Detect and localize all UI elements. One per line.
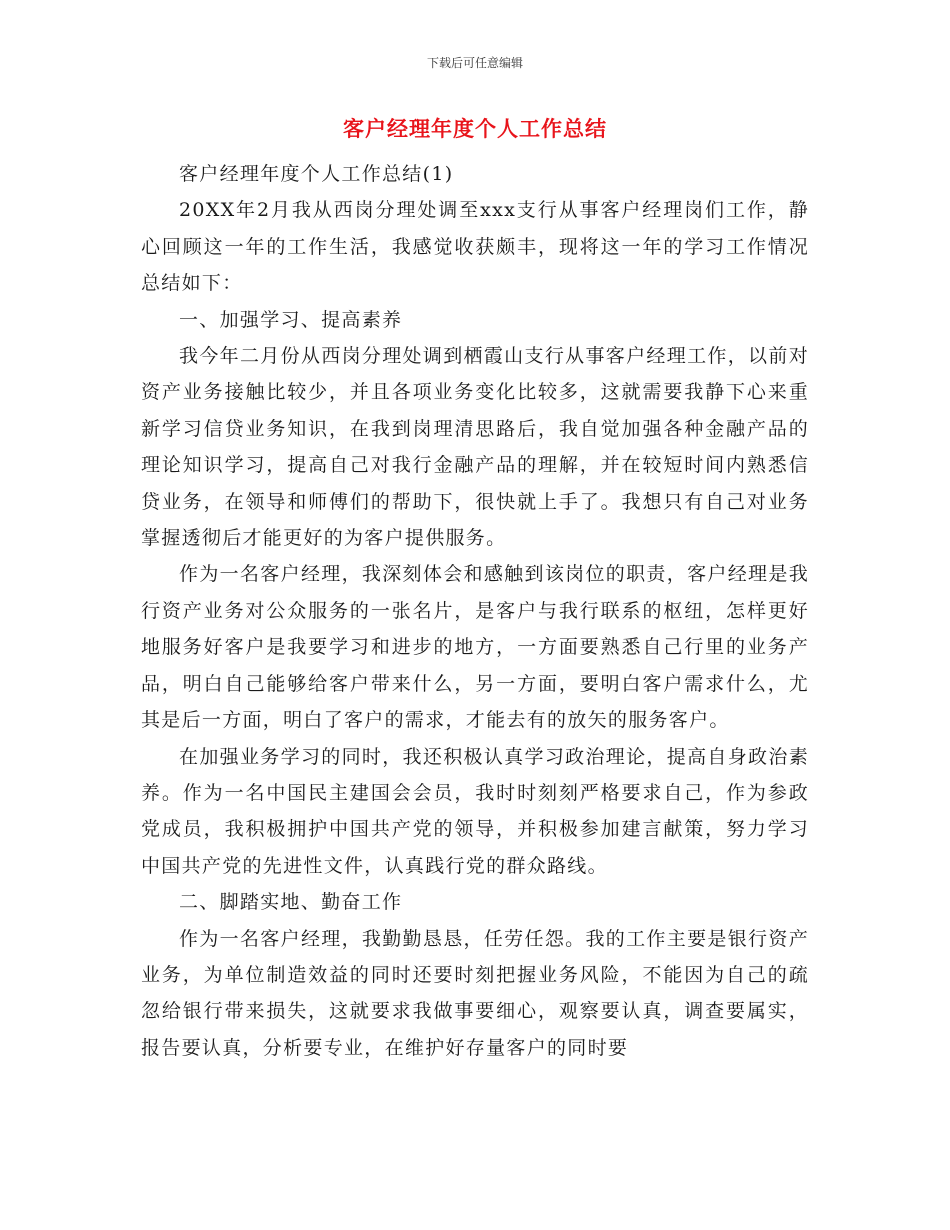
header-note: 下载后可任意编辑 xyxy=(426,56,523,70)
document-body xyxy=(141,156,809,1066)
section-heading: 一、加强学习、提高素养 xyxy=(179,308,403,331)
paragraph: 我今年二月份从西岗分理处调到栖霞山支行从事客户经理工作，以前对资产业务接触比较少，并且各项业务变化比较多，这就需要我静下心来重新学习信贷业务知识，在我到岗理清思路后，我自觉加强各种金融产品的理论知识学习，提高自己对我行金融产品的理解，并在较短时间内熟悉信贷业务，在领导和师傅们的帮助下，很快就上手了。我想只有自己对业务掌握透彻后才能更好的为客户提供服务。 xyxy=(141,345,809,550)
paragraph: 作为一名客户经理，我深刻体会和感触到该岗位的职责，客户经理是我行资产业务对公众服务的一张名片，是客户与我行联系的枢纽，怎样更好地服务好客户是我要学习和进步的地方，一方面要熟悉自己行里的业务产品，明白自己能够给客户带来什么，另一方面，要明白客户需求什么，尤其是后一方面，明白了客户的需求，才能去有的放矢的服务客户。 xyxy=(141,563,809,732)
document-title: 客户经理年度个人工作总结 xyxy=(343,117,607,141)
paragraph: 20XX年2月我从西岗分理处调至xxx支行从事客户经理岗们工作，静心回顾这一年的工作生活，我感觉收获颇丰，现将这一年的学习工作情况总结如下： xyxy=(141,199,809,295)
paragraph-subtitle: 客户经理年度个人工作总结(1) xyxy=(179,163,454,185)
paragraph: 作为一名客户经理，我勤勤恳恳，任劳任怨。我的工作主要是银行资产业务，为单位制造效益的同时还要时刻把握业务风险，不能因为自己的疏忽给银行带来损失，这就要求我做事要细心，观察要认真，调查要属实，报告要认真，分析要专业，在维护好存量客户的同时要 xyxy=(141,927,809,1059)
paragraph: 在加强业务学习的同时，我还积极认真学习政治理论，提高自身政治素养。作为一名中国民主建国会会员，我时时刻刻严格要求自己，作为参政党成员，我积极拥护中国共产党的领导，并积极参加建言献策，努力学习中国共产党的先进性文件，认真践行党的群众路线。 xyxy=(141,745,809,877)
section-heading: 二、脚踏实地、勤奋工作 xyxy=(179,891,403,914)
